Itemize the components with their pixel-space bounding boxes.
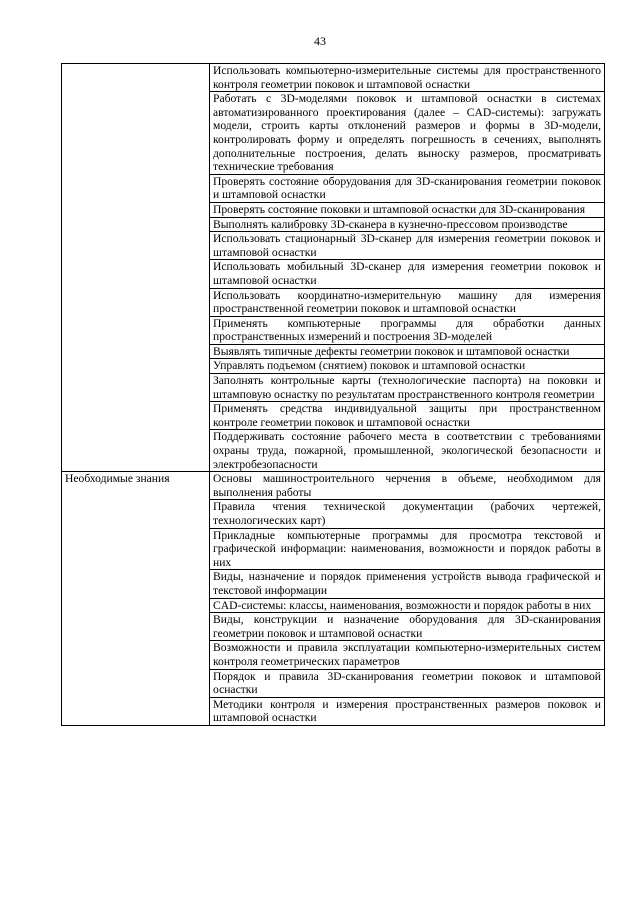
knowledge-item-cell: Основы машиностроительного черчения в объеме, необходимом для выполнения работы — [210, 472, 605, 500]
table-body — [62, 64, 605, 726]
skill-item-cell: Использовать стационарный 3D-сканер для измерения геометрии поковок и штамповой оснастки — [210, 232, 605, 260]
skill-item-cell: Проверять состояние оборудования для 3D-сканирования геометрии поковок и штамповой оснастки — [210, 174, 605, 202]
table-row — [62, 472, 605, 500]
knowledge-item-cell: Виды, конструкции и назначение оборудования для 3D-сканирования геометрии поковок и штамповой оснастки — [210, 613, 605, 641]
skill-item-cell: Поддерживать состояние рабочего места в соответствии с требованиями охраны труда, пожарной, промышленной, экологической безопасности и электробезопасности — [210, 430, 605, 472]
knowledge-item-cell: CAD-системы: классы, наименования, возможности и порядок работы в них — [210, 598, 605, 613]
skill-item-cell: Использовать координатно-измерительную машину для измерения пространственной геометрии поковок и штамповой оснастки — [210, 288, 605, 316]
knowledge-item-cell: Виды, назначение и порядок применения устройств вывода графической и текстовой информации — [210, 570, 605, 598]
skill-item-cell: Управлять подъемом (снятием) поковок и штамповой оснастки — [210, 359, 605, 374]
skill-item-cell: Выполнять калибровку 3D-сканера в кузнечно-прессовом производстве — [210, 217, 605, 232]
skill-item-cell: Использовать мобильный 3D-сканер для измерения геометрии поковок и штамповой оснастки — [210, 260, 605, 288]
knowledge-item-cell: Прикладные компьютерные программы для просмотра текстовой и графической информации: наименования, возможности и порядок работы в них — [210, 528, 605, 570]
labor-functions-table — [61, 63, 605, 726]
skill-item-cell: Использовать компьютерно-измерительные системы для пространственного контроля геометрии поковок и штамповой оснастки — [210, 64, 605, 92]
skill-item-cell: Применять средства индивидуальной защиты при пространственном контроле геометрии поковок и штамповой оснастки — [210, 402, 605, 430]
skill-item-cell: Заполнять контрольные карты (технологические паспорта) на поковки и штамповую оснастку по результатам пространственного контроля геометрии — [210, 374, 605, 402]
skills-category-cell — [62, 64, 210, 472]
page-number: 43 — [314, 34, 326, 48]
knowledge-item-cell: Возможности и правила эксплуатации компьютерно-измерительных систем контроля геометрических параметров — [210, 641, 605, 669]
skill-item-cell: Выявлять типичные дефекты геометрии поковок и штамповой оснастки — [210, 344, 605, 359]
table-row — [62, 64, 605, 92]
knowledge-item-cell: Методики контроля и измерения пространственных размеров поковок и штамповой оснастки — [210, 697, 605, 725]
skill-item-cell: Работать с 3D-моделями поковок и штамповой оснастки в системах автоматизированного проектирования (далее – CAD-системы): загружать модели, строить карты отклонений размеров и формы в 3D-модели, контролировать форму и определять погрешность в сечениях, выполнять дополнительные построения, делать выноску размеров, просматривать технические требования — [210, 92, 605, 175]
knowledge-category-cell: Необходимые знания — [62, 472, 210, 726]
knowledge-item-cell: Правила чтения технической документации (рабочих чертежей, технологических карт) — [210, 500, 605, 528]
knowledge-item-cell: Порядок и правила 3D-сканирования геометрии поковок и штамповой оснастки — [210, 669, 605, 697]
skill-item-cell: Применять компьютерные программы для обработки данных пространственных измерений и построения 3D-моделей — [210, 316, 605, 344]
skill-item-cell: Проверять состояние поковки и штамповой оснастки для 3D-сканирования — [210, 202, 605, 217]
